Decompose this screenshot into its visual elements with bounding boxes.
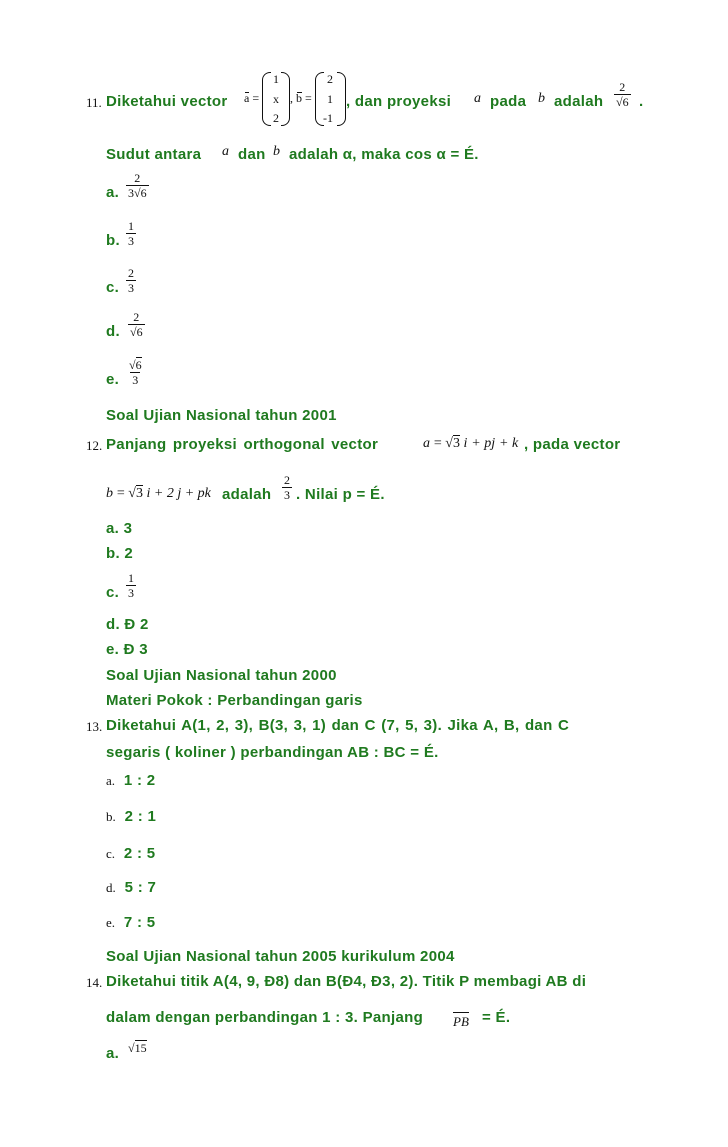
right-paren [337,72,346,126]
exam-source: Soal Ujian Nasional tahun 2005 kurikulum 2004 [106,948,455,965]
option-e-value: $\frac{√6}{3}$ [129,358,142,387]
fraction: $\frac{2}{3}$ [284,473,290,502]
question-text: , pada vector [524,436,621,453]
question-text: Diketahui vector [106,93,228,110]
question-text: Diketahui A(1, 2, 3), B(3, 3, 1) dan C (7, 5, 3). Jika A, B, dan C [106,717,570,734]
period: . [639,93,644,110]
question-number: 14. [86,975,103,990]
question-text: dan [238,146,266,163]
vector-b-expression: b = √3 i + 2 j + pk [106,486,211,501]
exam-source: Soal Ujian Nasional tahun 2000 [106,667,337,684]
question-text: pada [490,93,527,110]
question-text: segaris ( koliner ) perbandingan AB : BC = É. [106,744,439,761]
comma: , [290,91,293,105]
question-text: = É. [482,1009,511,1026]
option-e-label: e. [106,371,120,388]
option-d: d. 5 : 7 [106,879,157,896]
vector-b-x: 2 [327,72,333,86]
vector-b-z: -1 [323,111,333,125]
question-text: adalah α, maka cos α = É. [289,146,479,163]
vector-a-symbol: a [474,91,481,106]
question-text: Diketahui titik A(4, 9, Ð8) dan B(Ð4, Ð3, 2). Titik P membagi AB di [106,973,587,990]
question-text: Sudut antara [106,146,202,163]
question-number: 13. [86,719,103,734]
option-d: d. Ð 2 [106,616,149,633]
question-number: 11. [86,95,102,110]
option-b-label: b. [106,232,120,249]
vector-a-expression: a = √3 i + pj + k [423,436,519,451]
option-a: a. 1 : 2 [106,772,156,789]
vector-a-symbol: a [222,144,229,159]
option-d-value: $\frac{2}{√6}$ [130,310,143,339]
left-paren [262,72,271,126]
option-b-value: $\frac{1}{3}$ [128,219,134,248]
right-paren [281,72,290,126]
option-a: a. 3 [106,520,133,537]
vector-b-y: 1 [327,92,333,106]
vector-b-label: b = [296,91,312,105]
vector-b-symbol: b [273,144,280,159]
option-c: c. 2 : 5 [106,845,156,862]
topic-heading: Materi Pokok : Perbandingan garis [106,692,363,709]
option-c-label: c. [106,279,120,296]
option-a-value: √15 [128,1041,147,1055]
option-b: b. 2 : 1 [106,808,157,825]
question-text: adalah [222,486,272,503]
question-text: . Nilai p = É. [296,486,385,503]
question-text: adalah [554,93,604,110]
question-text: dalam dengan perbandingan 1 : 3. Panjang [106,1009,424,1026]
option-d-label: d. [106,323,120,340]
vector-a-y: x [273,92,279,106]
question-text: Panjang proyeksi orthogonal vector [106,436,379,453]
fraction: $\frac{2}{√6}$ [616,80,629,109]
option-a-label: a. [106,1045,120,1062]
option-c-value: $\frac{1}{3}$ [128,571,134,600]
option-c-label: c. [106,584,120,601]
vector-b-symbol: b [538,91,545,106]
exam-source: Soal Ujian Nasional tahun 2001 [106,407,337,424]
question-number: 12. [86,438,103,453]
vector-a-label: a = [244,91,260,105]
option-c-value: $\frac{2}{3}$ [128,266,134,295]
option-a-value: $\frac{2}{3√6}$ [128,171,147,200]
question-text: , dan proyeksi [346,93,452,110]
option-b: b. 2 [106,545,134,562]
vector-a-x: 1 [273,72,279,86]
vector-a-z: 2 [273,111,279,125]
segment-pb: PB [453,1014,469,1029]
option-e: e. 7 : 5 [106,914,156,931]
option-a-label: a. [106,184,120,201]
option-e: e. Ð 3 [106,641,148,658]
